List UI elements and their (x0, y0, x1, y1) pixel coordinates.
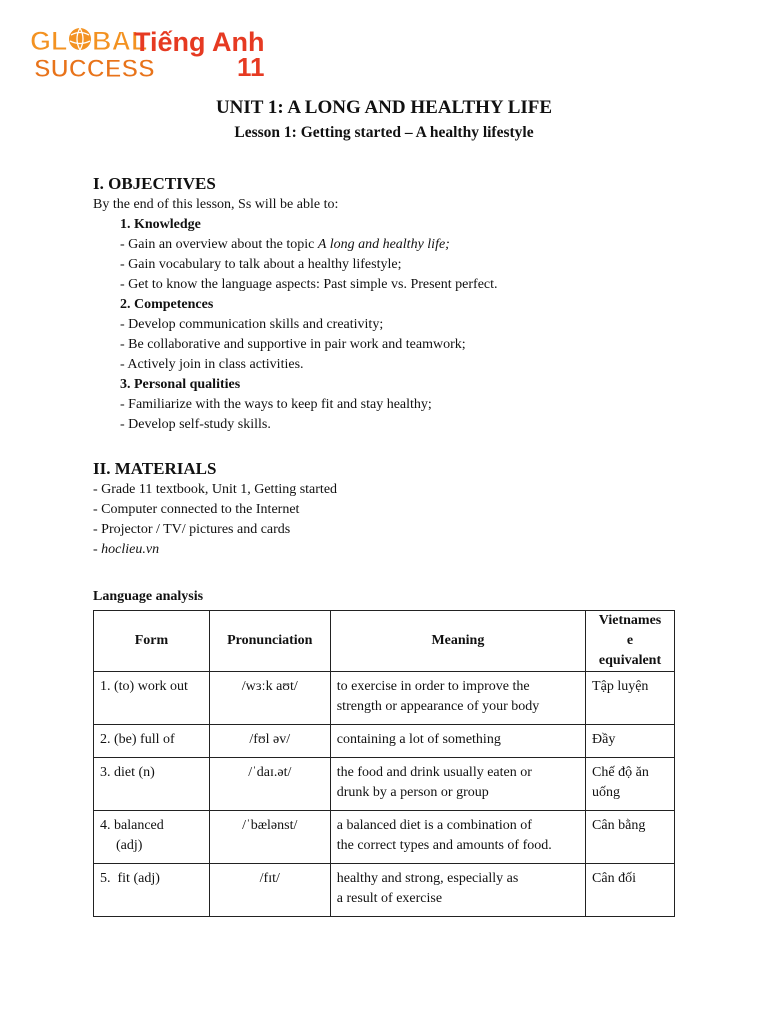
materials-item: - Grade 11 textbook, Unit 1, Getting started (93, 482, 338, 497)
cell-vietnamese (586, 758, 675, 811)
cell-meaning (330, 758, 585, 811)
qualities-item: - Develop self-study skills. (120, 417, 271, 432)
materials-item: - Computer connected to the Internet (93, 502, 300, 517)
title-block (0, 96, 768, 144)
header-form: Form (94, 611, 210, 672)
meaning-line: the food and drink usually eaten or (336, 765, 532, 780)
objectives-section (93, 173, 693, 435)
cell-meaning: containing a lot of something (330, 725, 585, 758)
table-row (94, 672, 675, 725)
cell-vietnamese: Tập luyện (586, 672, 675, 725)
meaning-line: drunk by a person or group (336, 785, 489, 800)
competences-heading: 2. Competences (120, 297, 214, 312)
cell-form: 1. (to) work out (94, 672, 210, 725)
meaning-line: the correct types and amounts of food. (336, 838, 552, 853)
table-header-row (94, 611, 675, 672)
table-row (94, 725, 675, 758)
language-analysis-label: Language analysis (93, 589, 204, 604)
meaning-line: a balanced diet is a combination of (336, 818, 532, 833)
competences-item: - Actively join in class activities. (120, 357, 304, 372)
materials-section (93, 458, 693, 560)
form-line: 4. balanced (100, 818, 164, 833)
header-vn-line: equivalent (598, 653, 662, 668)
meaning-line: strength or appearance of your body (336, 699, 540, 714)
cell-form: 5. fit (adj) (94, 864, 210, 917)
qualities-heading: 3. Personal qualities (120, 377, 241, 392)
materials-heading: II. MATERIALS (93, 459, 217, 478)
header-vietnamese-equivalent (586, 611, 675, 672)
logo-text-success: SUCCESS (34, 55, 155, 83)
knowledge-heading: 1. Knowledge (120, 217, 201, 232)
header-pronunciation: Pronunciation (209, 611, 330, 672)
header-meaning: Meaning (330, 611, 585, 672)
knowledge-item: - Get to know the language aspects: Past simple vs. Present perfect. (120, 277, 498, 292)
vietnamese-line: uống (592, 785, 621, 800)
cell-meaning (330, 864, 585, 917)
knowledge-item-topic: A long and healthy life; (317, 237, 450, 252)
cell-pronunciation: /ˈbælənst/ (209, 811, 330, 864)
objectives-heading: I. OBJECTIVES (93, 174, 216, 193)
competences-item: - Develop communication skills and creativity; (120, 317, 384, 332)
logo-graphic (28, 22, 278, 84)
hoclieu-link[interactable]: hoclieu.vn (101, 542, 160, 557)
materials-item (93, 540, 693, 560)
cell-meaning (330, 672, 585, 725)
global-success-logo (28, 22, 278, 84)
knowledge-item (93, 235, 693, 255)
materials-item: - Projector / TV/ pictures and cards (93, 522, 291, 537)
cell-meaning (330, 811, 585, 864)
cell-pronunciation: /fʊl əv/ (209, 725, 330, 758)
knowledge-item: - Gain vocabulary to talk about a healthy lifestyle; (120, 257, 402, 272)
table-row (94, 864, 675, 917)
language-analysis-table (93, 610, 675, 917)
meaning-line: to exercise in order to improve the (336, 679, 530, 694)
cell-form (94, 811, 210, 864)
knowledge-item-prefix: - Gain an overview about the topic (120, 237, 318, 252)
lesson-title: Lesson 1: Getting started – A healthy lifestyle (234, 124, 534, 141)
header-vn-line: Vietnames (598, 613, 662, 628)
cell-form: 2. (be) full of (94, 725, 210, 758)
cell-vietnamese: Đầy (586, 725, 675, 758)
header-vn-line: e (626, 633, 634, 648)
globe-icon (69, 28, 91, 50)
cell-form: 3. diet (n) (94, 758, 210, 811)
unit-title: UNIT 1: A LONG AND HEALTHY LIFE (215, 97, 553, 118)
logo-text-grade: 11 (237, 52, 265, 82)
meaning-line: healthy and strong, especially as (336, 871, 519, 886)
cell-pronunciation: /fɪt/ (209, 864, 330, 917)
logo-text-tieng-anh: Tiếng Anh (134, 27, 265, 57)
table-row (94, 811, 675, 864)
materials-item-prefix: - (93, 542, 102, 557)
table-row (94, 758, 675, 811)
meaning-line: a result of exercise (336, 891, 443, 906)
cell-pronunciation: /ˈdaɪ.ət/ (209, 758, 330, 811)
logo-text-bal: BAL (92, 26, 148, 56)
cell-pronunciation: /wɜːk aʊt/ (209, 672, 330, 725)
objectives-intro: By the end of this lesson, Ss will be able to: (93, 197, 339, 212)
qualities-item: - Familiarize with the ways to keep fit and stay healthy; (120, 397, 432, 412)
vietnamese-line: Chế độ ăn (592, 765, 649, 780)
cell-vietnamese: Cân bằng (586, 811, 675, 864)
cell-vietnamese: Cân đối (586, 864, 675, 917)
logo-text-gl: GL (30, 26, 68, 56)
form-line: (adj) (116, 838, 143, 853)
competences-item: - Be collaborative and supportive in pair work and teamwork; (120, 337, 466, 352)
